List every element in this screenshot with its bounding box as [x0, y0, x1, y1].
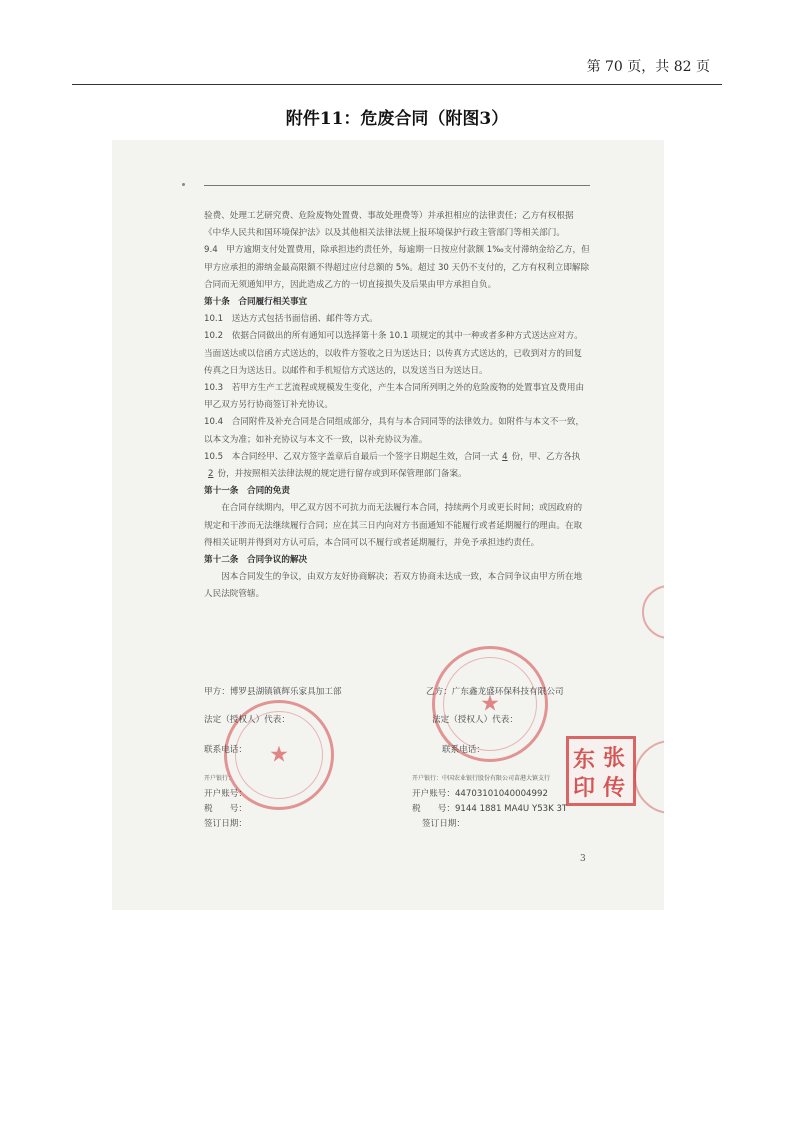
personal-square-seal: 张 东 传 印 [566, 736, 636, 806]
clause-10-1: 10.1 送达方式包括书面信函、邮件等方式。 [204, 314, 378, 325]
party-a-sign-date: 签订日期： [204, 819, 247, 829]
party-b-bank: 开户银行：中国农业银行股份有限公司苗港大镇支行 [412, 775, 551, 782]
party-a-legal-rep: 法定（授权人）代表： [204, 715, 290, 725]
party-a-phone: 联系电话： [204, 745, 247, 755]
scan-top-line [204, 185, 590, 186]
each-count: 2 [208, 469, 214, 480]
party-a-tax-id: 税 号： [204, 804, 247, 814]
stamp-star-icon: ★ [269, 742, 289, 768]
party-b-sign-date: 签订日期： [422, 819, 465, 829]
section-11-title: 第十一条 合同的免责 [204, 486, 290, 497]
copies-count: 4 [502, 451, 508, 462]
edge-stamp-right-top [642, 585, 664, 639]
party-b-tax-id: 税 号：9144 1881 MA4U Y53K 3T [412, 804, 568, 814]
clause-10-5: 10.5 本合同经甲、乙双方签字盖章后自最后一个签字日期起生效，合同一式 4 份，甲、乙方各执2 份，并按照相关法律法规的规定进行留存或到环保管理部门备案。 [204, 451, 581, 480]
stamp-star-icon: ★ [480, 691, 500, 717]
page-title: 附件11：危废合同（附图3） [285, 109, 509, 129]
clause-11: 在合同存续期内，甲乙双方因不可抗力而无法履行本合同，持续两个月或更长时间；或因政府的规定和干涉而无法继续履行合同；应在其三日内向对方书面通知不能履行或者延期履行的理由。在取得相关证明并得到对方认可后，本合同可以不履行或者延期履行，并免予承担违约责任。 [204, 503, 583, 548]
clause-10-4: 10.4 合同附件及补充合同是合同组成部分，具有与本合同同等的法律效力。如附件与本文不一致，以本文为准；如补充协议与本文不一致，以补充协议为准。 [204, 417, 585, 445]
header-rule [72, 84, 722, 85]
party-b-account: 开户账号：44703101040004992 [412, 789, 548, 799]
contract-body [204, 208, 590, 604]
section-10-title: 第十条 合同履行相关事宜 [204, 297, 308, 308]
section-12-title: 第十二条 合同争议的解决 [204, 555, 308, 566]
party-b-phone: 联系电话： [442, 745, 485, 755]
party-a-account: 开户账号： [204, 789, 247, 799]
party-b-legal-rep: 法定（授权人）代表： [432, 715, 518, 725]
scanned-contract-image [112, 140, 664, 910]
page-header: 第 70 页，共 82 页 [586, 59, 710, 75]
party-a-name: 甲方：博罗县湖镇镇辉乐家具加工部 [204, 687, 342, 697]
clause-12: 因本合同发生的争议，由双方友好协商解决；若双方协商未达成一致，本合同争议由甲方所在地人民法院管辖。 [204, 572, 583, 600]
party-b-name: 乙方：广东鑫龙盛环保科技有限公司 [426, 687, 564, 697]
clause-10-3: 10.3 若甲方生产工艺流程或规模发生变化，产生本合同所列明之外的危险废物的处置事宜及费用由甲乙双方另行协商签订补充协议。 [204, 383, 585, 411]
scan-page-number: 3 [580, 854, 586, 864]
scan-dot [182, 183, 185, 186]
contract-line: 验费、处理工艺研究费、危险废物处置费、事故处理费等）并承担相应的法律责任；乙方有权根据《中华人民共和国环境保护法》以及其他相关法律法规上报环境保护行政主管部门等相关部门。 [204, 211, 574, 239]
clause-10-2: 10.2 依据合同做出的所有通知可以选择第十条 10.1 项规定的其中一种或者多种方式送达应对方。当面送达或以信函方式送达的，以收件方签收之日为送达日；以传真方式送达的，已收到对方的回复传真之日为送达日。以邮件和手机短信方式送达的，以发送当日为送达日。 [204, 331, 583, 376]
party-a-bank: 开户银行： [204, 775, 235, 782]
edge-stamp-right [634, 740, 664, 814]
contract-line: 9.4 甲方逾期支付处置费用，除承担违约责任外，每逾期一日按应付款额 1‰支付滞纳金给乙方，但甲方应承担的滞纳金最高限额不得超过应付总额的 5%。超过 30 天仍不支付的，乙方有权利立即解除合同而无须通知甲方，因此造成乙方的一切直接损失及后果由甲方承担自负。 [204, 245, 590, 290]
